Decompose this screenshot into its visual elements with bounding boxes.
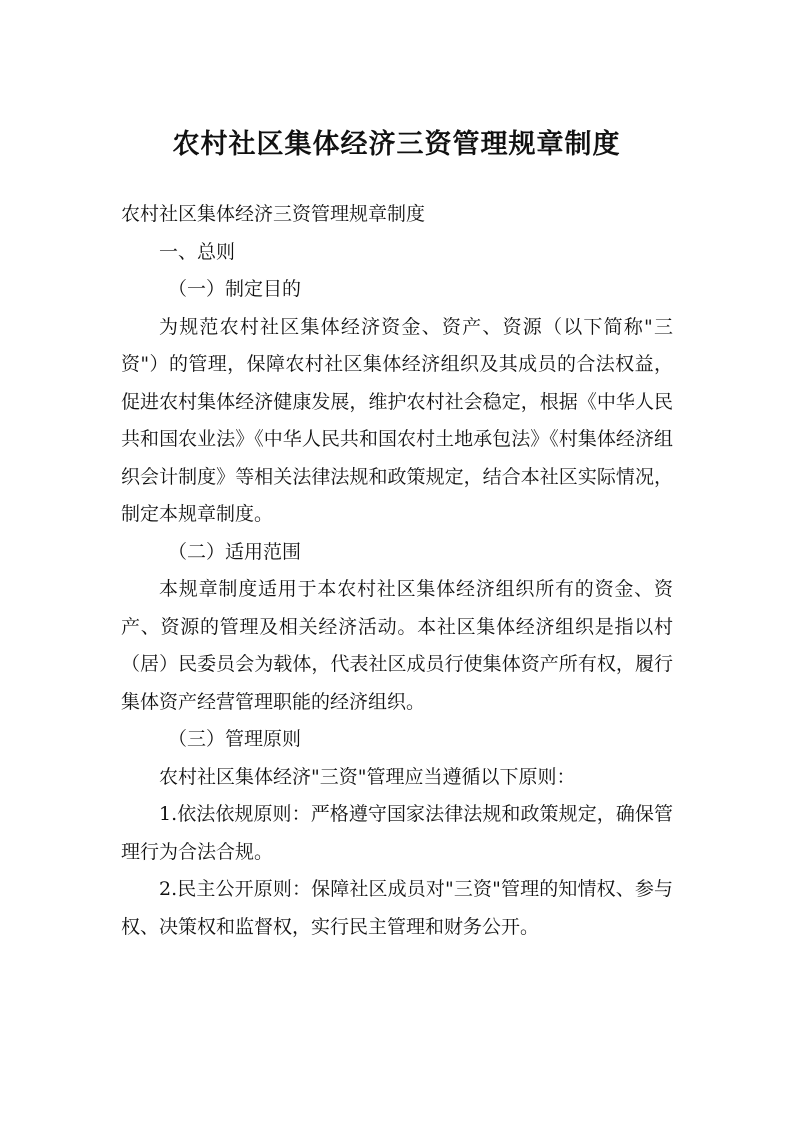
document-body <box>121 196 673 946</box>
list-item-principle-1: 1.依法依规原则：严格遵守国家法律法规和政策规定，确保管理行为合法合规。 <box>121 803 673 863</box>
subsection-heading-purpose: （一）制定目的 <box>168 278 302 300</box>
section-heading-general: 一、总则 <box>159 240 236 263</box>
document-title: 农村社区集体经济三资管理规章制度 <box>172 129 621 160</box>
paragraph-purpose: 为规范农村社区集体经济资金、资产、资源（以下简称"三资"）的管理，保障农村社区集体经济组织及其成员的合法权益，促进农村集体经济健康发展，维护农村社会稳定，根据《中华人民共和国农业法》《中华人民共和国农村土地承包法》《村集体经济组织会计制度》等相关法律法规和政策规定，结合本社区实际情况，制定本规章制度。 <box>121 315 673 525</box>
list-item-principle-2: 2.民主公开原则：保障社区成员对"三资"管理的知情权、参与权、决策权和监督权，实行民主管理和财务公开。 <box>121 878 673 938</box>
paragraph-principles-intro: 农村社区集体经济"三资"管理应当遵循以下原则： <box>159 765 576 788</box>
intro-title-line: 农村社区集体经济三资管理规章制度 <box>121 203 426 225</box>
paragraph-scope: 本规章制度适用于本农村社区集体经济组织所有的资金、资产、资源的管理及相关经济活动。本社区集体经济组织是指以村（居）民委员会为载体，代表社区成员行使集体资产所有权，履行集体资产经营管理职能的经济组织。 <box>121 578 673 713</box>
subsection-heading-principles: （三）管理原则 <box>168 728 302 750</box>
subsection-heading-scope: （二）适用范围 <box>168 540 302 563</box>
